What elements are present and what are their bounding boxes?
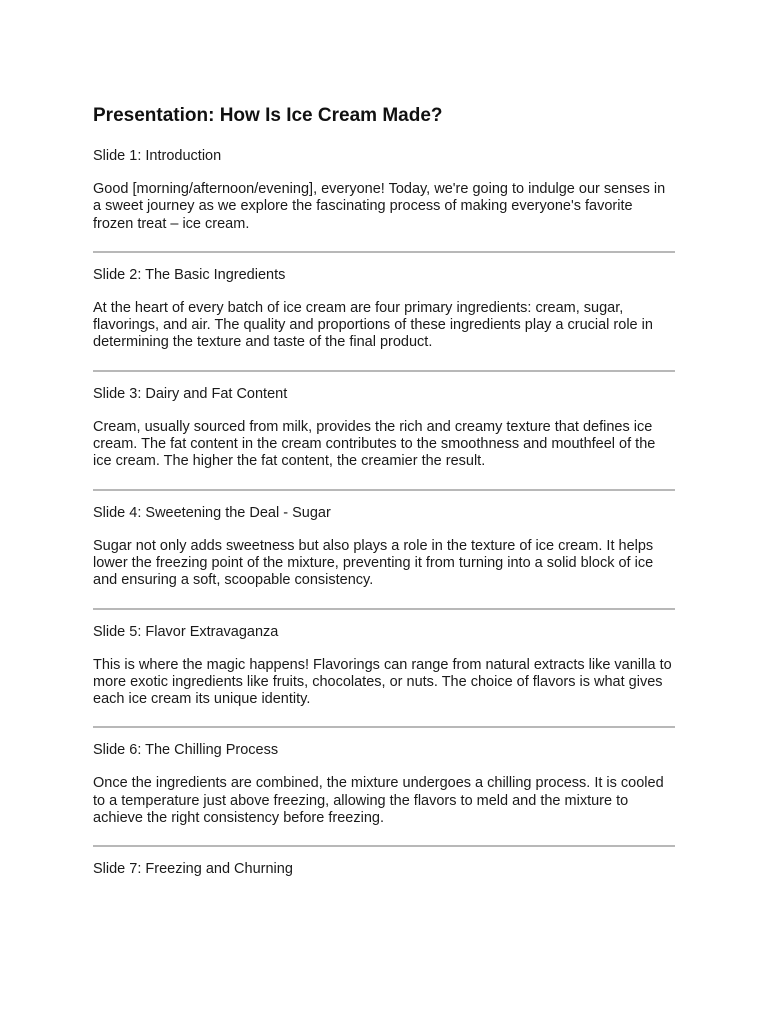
document-page	[93, 103, 675, 894]
section-divider	[93, 608, 675, 610]
slide-heading: Slide 2: The Basic Ingredients	[93, 266, 286, 283]
section-divider	[93, 489, 675, 491]
slide-heading: Slide 3: Dairy and Fat Content	[93, 385, 288, 402]
section-divider	[93, 845, 675, 847]
slide-section	[93, 740, 675, 827]
slide-heading: Slide 4: Sweetening the Deal - Sugar	[93, 504, 331, 521]
slide-heading: Slide 6: The Chilling Process	[93, 742, 279, 759]
slide-section	[93, 859, 675, 879]
slide-section	[93, 384, 675, 471]
slide-heading: Slide 7: Freezing and Churning	[93, 861, 293, 878]
section-divider	[93, 726, 675, 728]
slide-body: This is where the magic happens! Flavorings can range from natural extracts like vanilla to more exotic ingredients like fruits, chocolates, or nuts. The choice of flavors is what gives each ice cream its unique identity.	[93, 656, 672, 708]
slide-heading: Slide 1: Introduction	[93, 148, 222, 164]
section-divider	[93, 251, 675, 253]
slide-section	[93, 146, 675, 233]
slide-body: Cream, usually sourced from milk, provides the rich and creamy texture that defines ice cream. The fat content in the cream contributes to the smoothness and mouthfeel of the ice cream. The higher the fat content, the creamier the result.	[93, 418, 656, 470]
section-divider	[93, 370, 675, 372]
slide-section	[93, 503, 675, 590]
slide-section	[93, 265, 675, 352]
slide-heading: Slide 5: Flavor Extravaganza	[93, 623, 279, 640]
slide-body: At the heart of every batch of ice cream are four primary ingredients: cream, sugar, flavorings, and air. The quality and proportions of these ingredients play a crucial role in determining the texture and taste of the final product.	[93, 299, 653, 351]
slide-body: Once the ingredients are combined, the mixture undergoes a chilling process. It is cooled to a temperature just above freezing, allowing the flavors to meld and the mixture to achieve the right consistency before freezing.	[93, 775, 664, 827]
slide-body: Good [morning/afternoon/evening], everyone! Today, we're going to indulge our senses in a sweet journey as we explore the fascinating process of making everyone's favorite frozen treat – ice cream.	[93, 181, 666, 232]
slide-body: Sugar not only adds sweetness but also plays a role in the texture of ice cream. It helps lower the freezing point of the mixture, preventing it from turning into a solid block of ice and ensuring a soft, scoopable consistency.	[93, 537, 654, 589]
document-title: Presentation: How Is Ice Cream Made?	[93, 105, 443, 126]
slide-section	[93, 622, 675, 709]
